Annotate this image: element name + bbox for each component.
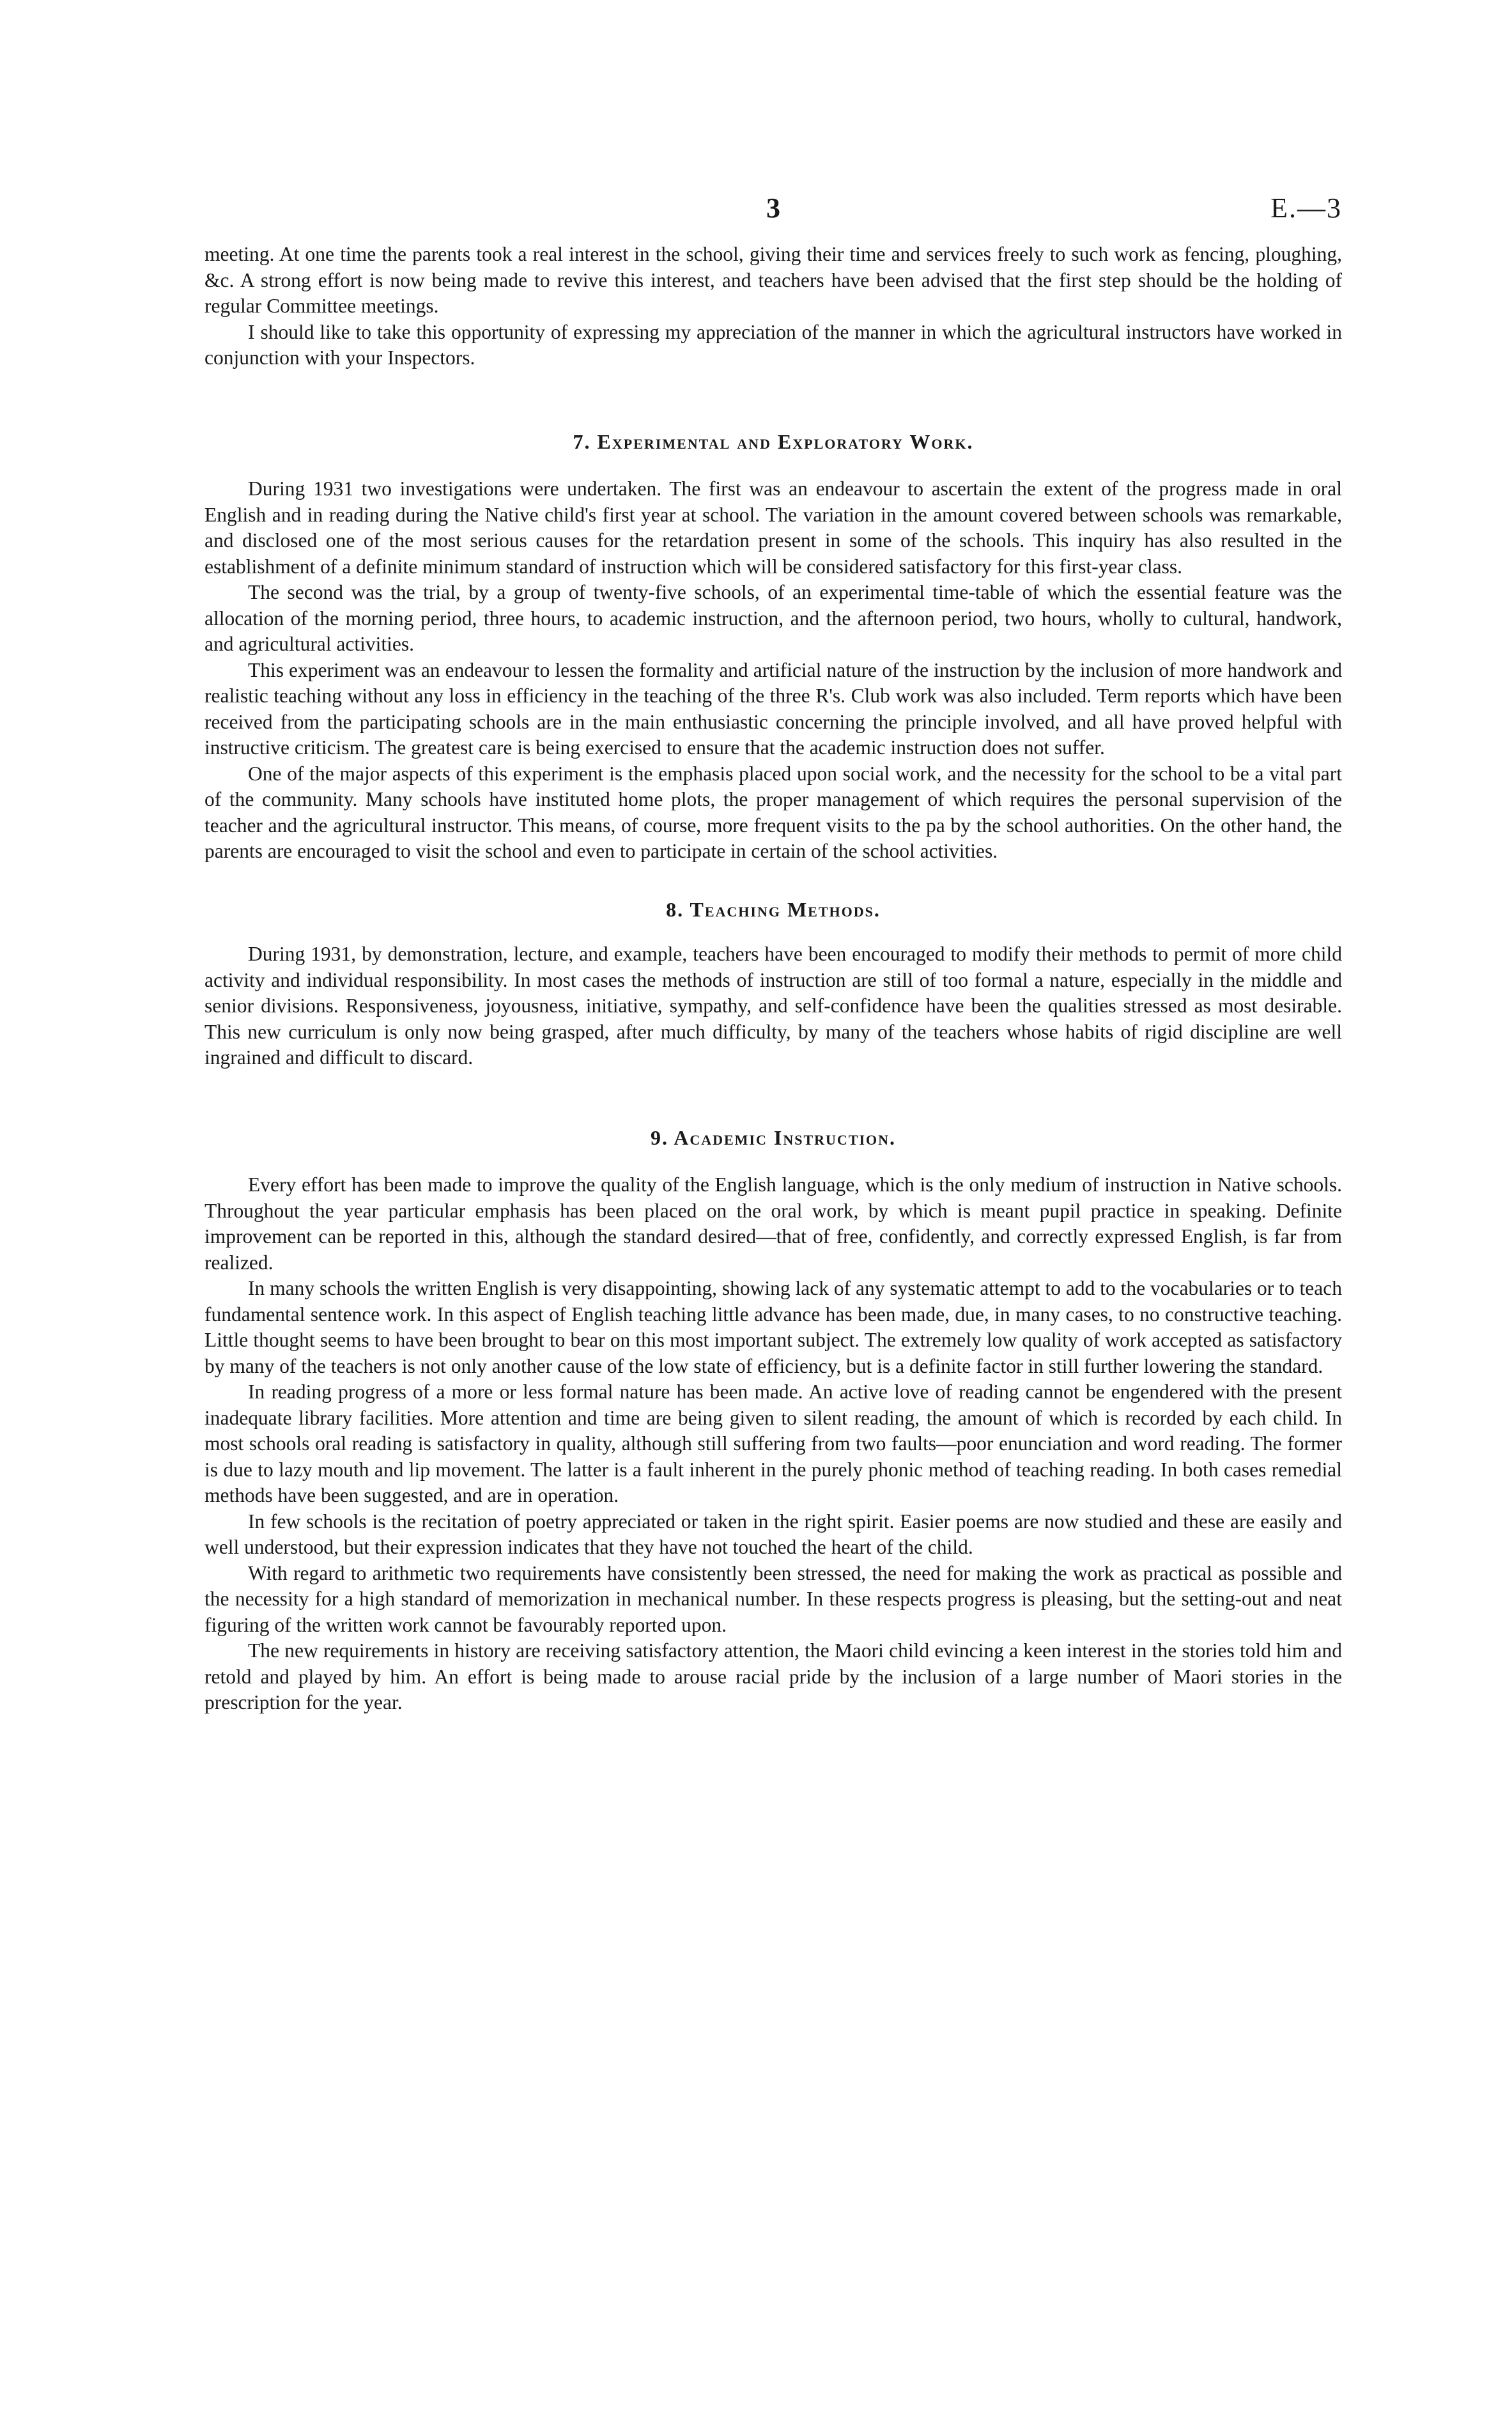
section-7-paragraph-3: This experiment was an endeavour to lessen the formality and artificial nature of the instruction by the inclusion of more handwork and realistic teaching without any loss in efficiency in the teaching of the three R's. Club work was also included. Term reports which have been received from the participating schools are in the main enthusiastic concerning the principle involved, and all have proved helpful with instructive criticism. The greatest care is being exercised to ensure that the academic instruction does not suffer.: [204, 658, 1342, 759]
intro-paragraph-1: meeting. At one time the parents took a real interest in the school, giving their time and services freely to such work as fencing, ploughing, &c. A strong effort is now being made to revive this interest, and teachers have been advised that the first step should be the holding of regular Committee meetings.: [204, 243, 1342, 317]
section-9-paragraph-4: In few schools is the recitation of poetry appreciated or taken in the right spirit. Easier poems are now studied and these are easily and well understood, but their expression indicates that they have not touched the heart of the child.: [204, 1510, 1342, 1558]
section-7-heading: 7. Experimental and Exploratory Work.: [573, 429, 974, 453]
section-7-paragraph-2: The second was the trial, by a group of twenty-five schools, of an experimental time-table of which the essential feature was the allocation of the morning period, three hours, to academic instruction, and the afternoon period, two hours, wholly to cultural, handwork, and agricultural activities.: [204, 581, 1342, 655]
section-8-heading: 8. Teaching Methods.: [666, 897, 881, 921]
section-7-paragraph-4: One of the major aspects of this experiment is the emphasis placed upon social work, and the necessity for the school to be a vital part of the community. Many schools have instituted home plots, the proper management of which requires the personal supervision of the teacher and the agricultural instructor. This means, of course, more frequent visits to the pa by the school authorities. On the other hand, the parents are encouraged to visit the school and even to participate in certain of the school activities.: [204, 762, 1342, 862]
page-number: 3: [766, 192, 780, 224]
section-8-paragraph-1: During 1931, by demonstration, lecture, and example, teachers have been encouraged to modify their methods to permit of more child activity and individual responsibility. In most cases the methods of instruction are still of too formal a nature, especially in the middle and senior divisions. Responsiveness, joyousness, initiative, sympathy, and self-confidence have been the qualities stressed as most desirable. This new curriculum is only now being grasped, after much difficulty, by many of the teachers whose habits of rigid discipline are well ingrained and difficult to discard.: [204, 943, 1342, 1069]
section-9-heading: 9. Academic Instruction.: [650, 1125, 897, 1149]
section-7-paragraph-1: During 1931 two investigations were undertaken. The first was an endeavour to ascertain the extent of the progress made in oral English and in reading during the Native child's first year at school. The variation in the amount covered between schools was remarkable, and disclosed one of the most serious causes for the retardation present in some of the schools. This inquiry has also resulted in the establishment of a definite minimum standard of instruction which will be considered satisfactory for this first-year class.: [204, 477, 1342, 578]
section-9-paragraph-2: In many schools the written English is very disappointing, showing lack of any systematic attempt to add to the vocabularies or to teach fundamental sentence work. In this aspect of English teaching little advance has been made, due, in many cases, to no constructive teaching. Little thought seems to have been brought to bear on this most important subject. The extremely low quality of work accepted as satisfactory by many of the teachers is not only another cause of the low state of efficiency, but is a definite factor in still further lowering the standard.: [204, 1277, 1342, 1377]
section-9-paragraph-6: The new requirements in history are receiving satisfactory attention, the Maori child evincing a keen interest in the stories told him and retold and played by him. An effort is being made to arouse racial pride by the inclusion of a large number of Maori stories in the prescription for the year.: [204, 1639, 1342, 1713]
page-reference: E.—3: [1270, 192, 1342, 224]
intro-paragraph-2: I should like to take this opportunity of expressing my appreciation of the manner in which the agricultural instructors have worked in conjunction with your Inspectors.: [204, 320, 1342, 369]
section-9-paragraph-5: With regard to arithmetic two requirements have consistently been stressed, the need for making the work as practical as possible and the necessity for a high standard of memorization in mechanical number. In these respects progress is pleasing, but the setting-out and neat figuring of the written work cannot be favourably reported upon.: [204, 1561, 1342, 1636]
document-body: [204, 242, 1342, 1716]
section-9-paragraph-1: Every effort has been made to improve the quality of the English language, which is the only medium of instruction in Native schools. Throughout the year particular emphasis has been placed on the oral work, by which is meant pupil practice in speaking. Definite improvement can be reported in this, although the standard desired—that of free, confidently, and correctly expressed English, is far from realized.: [204, 1173, 1342, 1274]
page-header: [204, 192, 1342, 230]
section-9-paragraph-3: In reading progress of a more or less formal nature has been made. An active love of reading cannot be engendered with the present inadequate library facilities. More attention and time are being given to silent reading, the amount of which is recorded by each child. In most schools oral reading is satisfactory in quality, although still suffering from two faults—poor enunciation and word reading. The former is due to lazy mouth and lip movement. The latter is a fault inherent in the purely phonic method of teaching reading. In both cases remedial methods have been suggested, and are in operation.: [204, 1380, 1342, 1506]
